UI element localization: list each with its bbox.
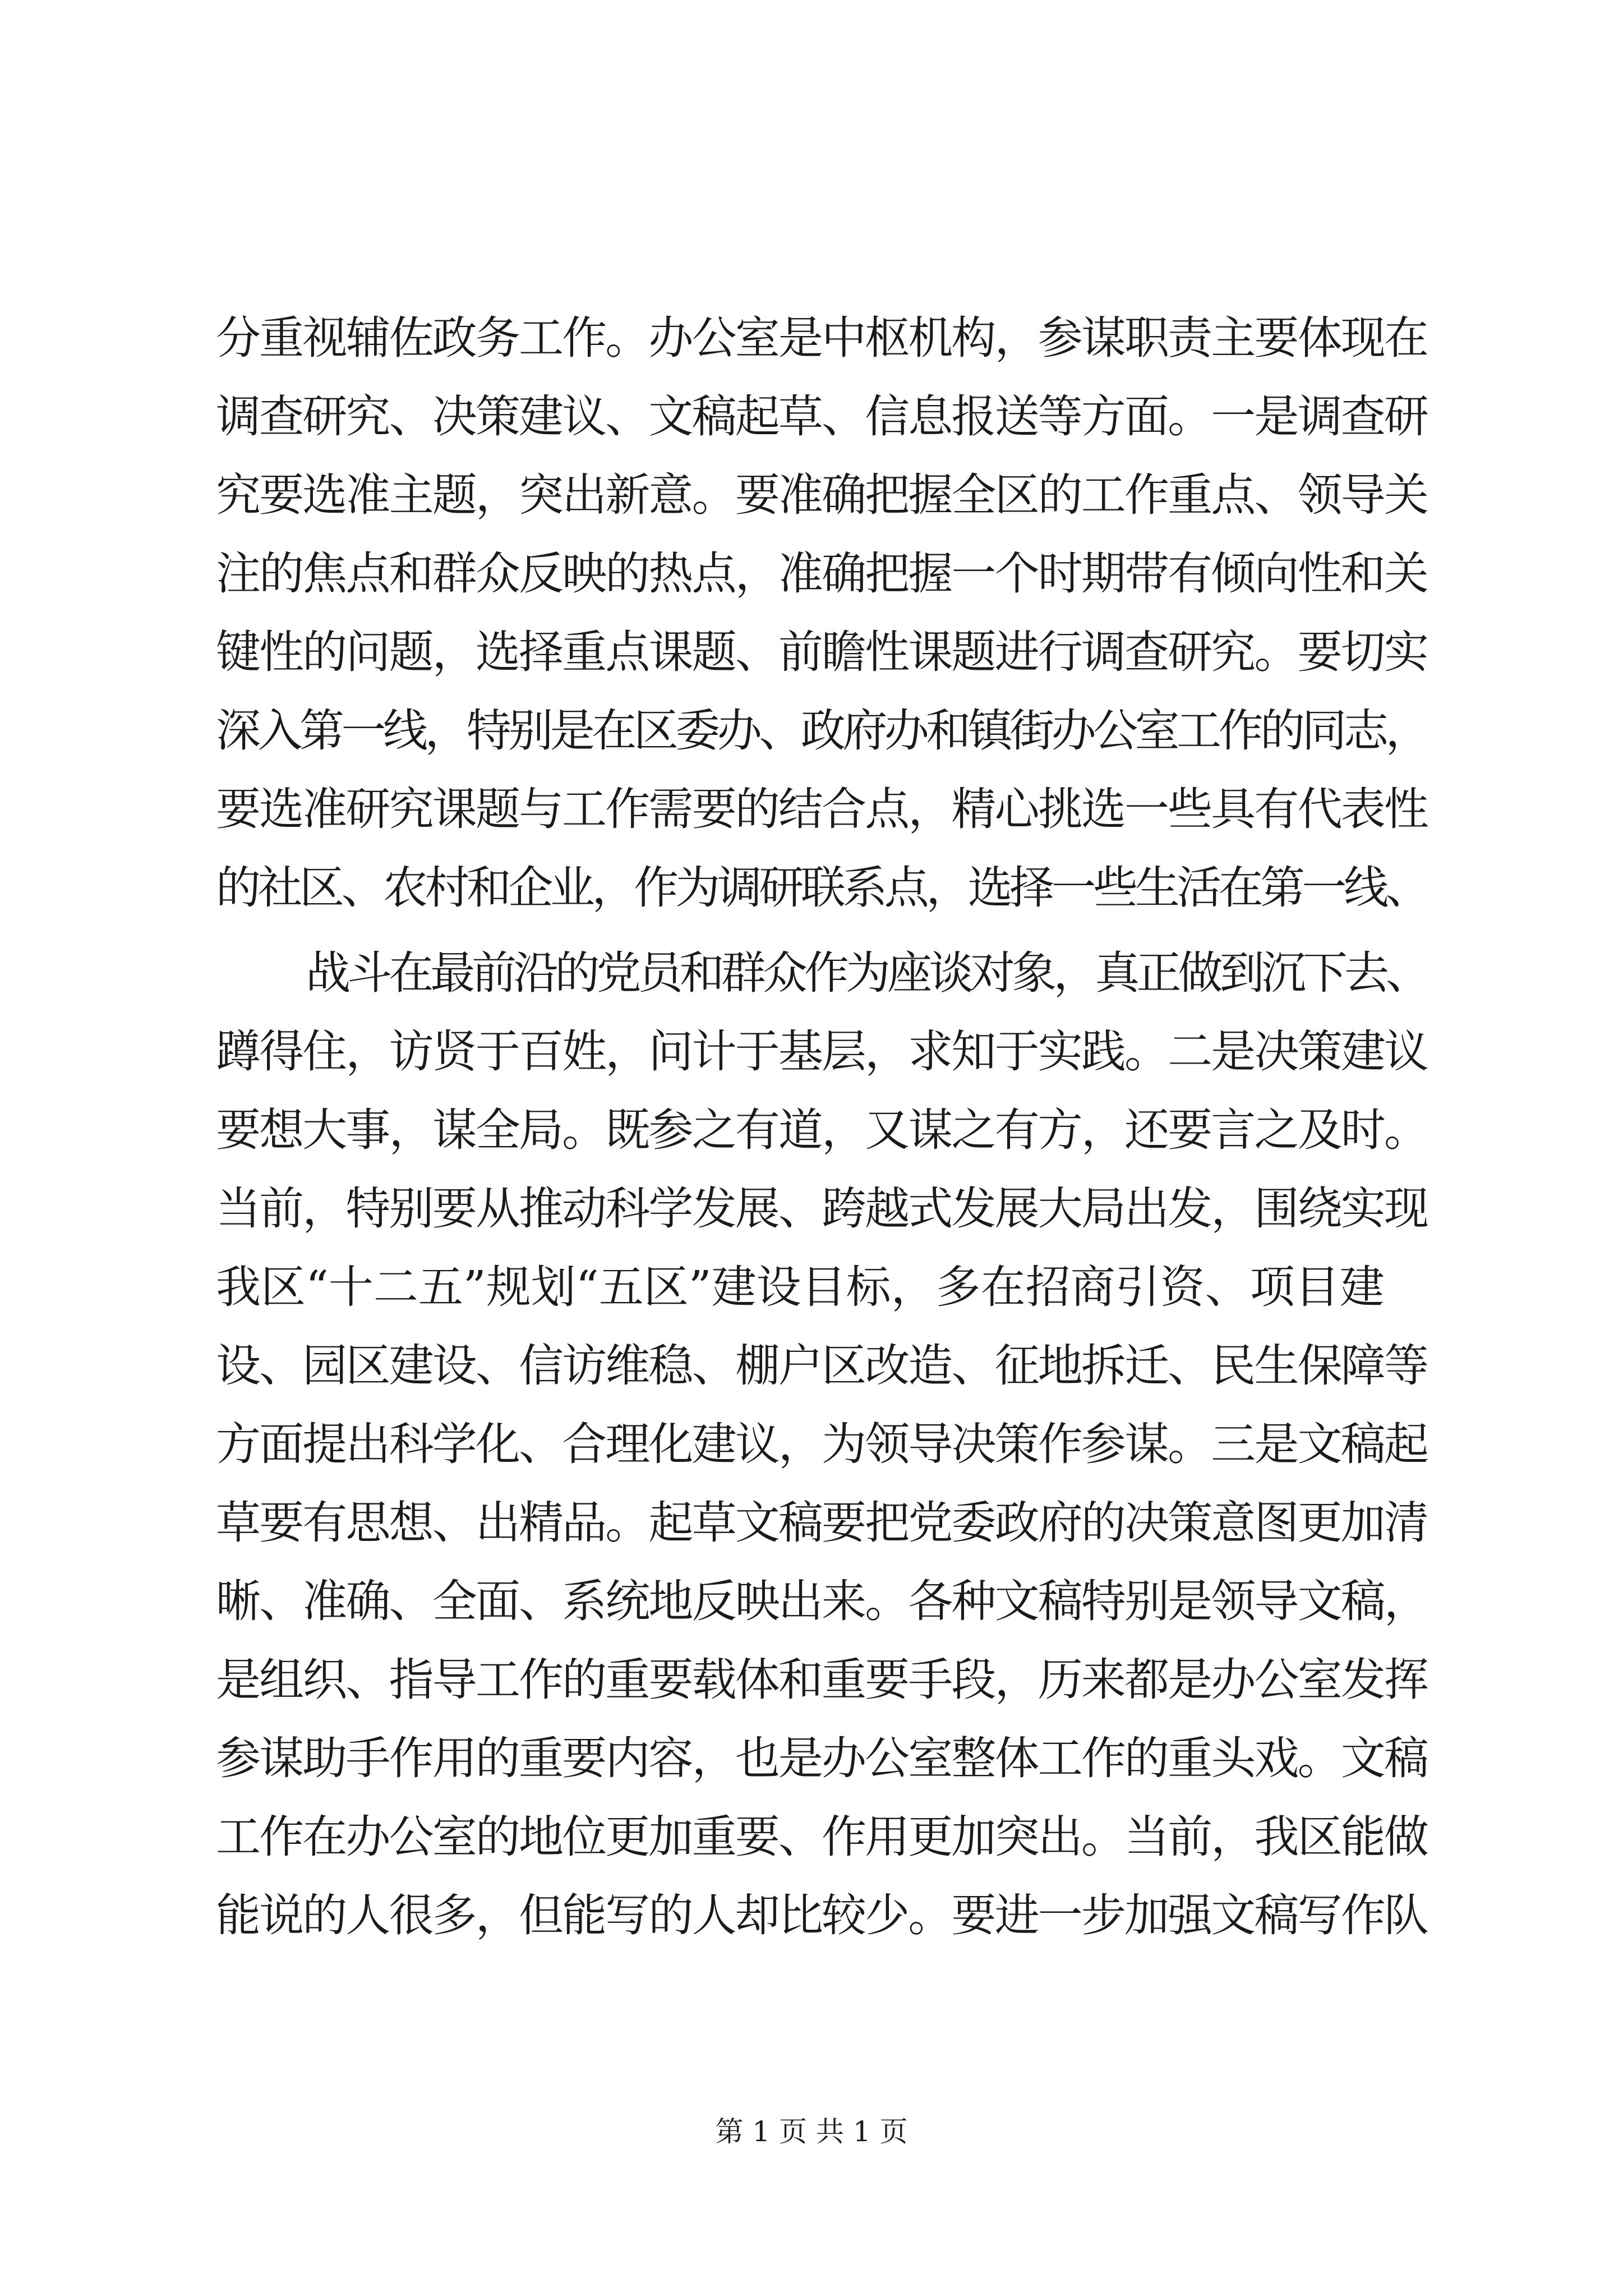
text-line-10: 蹲得住，访贤于百姓，问计于基层，求知于实践。二是决策建议 <box>216 1025 1427 1078</box>
text-line-19: 参谋助手作用的重要内容，也是办公室整体工作的重头戏。文稿 <box>216 1732 1427 1784</box>
text-line-20: 工作在办公室的地位更加重要、作用更加突出。当前，我区能做 <box>216 1811 1427 1863</box>
text-line-9: 战斗在最前沿的党员和群众作为座谈对象，真正做到沉下去、 <box>306 947 1427 999</box>
text-line-4: 注的焦点和群众反映的热点，准确把握一个时期带有倾向性和关 <box>216 547 1427 600</box>
page-footer <box>0 2109 1623 2154</box>
text-line-17: 晰、准确、全面、系统地反映出来。各种文稿特别是领导文稿， <box>216 1575 1427 1627</box>
page-number-label: 第 1 页 共 1 页 <box>715 2115 908 2148</box>
text-line-8: 的社区、农村和企业，作为调研联系点，选择一些生活在第一线、 <box>216 862 1427 914</box>
text-line-7: 要选准研究课题与工作需要的结合点，精心挑选一些具有代表性 <box>216 783 1427 835</box>
text-line-6: 深入第一线，特别是在区委办、政府办和镇街办公室工作的同志， <box>216 705 1427 757</box>
text-line-5: 键性的问题，选择重点课题、前瞻性课题进行调查研究。要切实 <box>216 626 1427 678</box>
text-line-15: 方面提出科学化、合理化建议，为领导决策作参谋。三是文稿起 <box>216 1418 1427 1470</box>
text-line-12: 当前，特别要从推动科学发展、跨越式发展大局出发，围绕实现 <box>216 1182 1427 1235</box>
text-line-21: 能说的人很多，但能写的人却比较少。要进一步加强文稿写作队 <box>216 1889 1427 1941</box>
text-line-2: 调查研究、决策建议、文稿起草、信息报送等方面。一是调查研 <box>216 390 1427 443</box>
text-line-14: 设、园区建设、信访维稳、棚户区改造、征地拆迁、民生保障等 <box>216 1340 1427 1392</box>
text-line-16: 草要有思想、出精品。起草文稿要把党委政府的决策意图更加清 <box>216 1497 1427 1549</box>
text-line-3: 究要选准主题，突出新意。要准确把握全区的工作重点、领导关 <box>216 469 1427 521</box>
text-line-13: 我区“十二五”规划“五区”建设目标，多在招商引资、项目建 <box>216 1261 1385 1313</box>
text-line-1: 分重视辅佐政务工作。办公室是中枢机构，参谋职责主要体现在 <box>216 312 1427 364</box>
text-line-18: 是组织、指导工作的重要载体和重要手段，历来都是办公室发挥 <box>216 1654 1427 1706</box>
text-line-11: 要想大事，谋全局。既参之有道，又谋之有方，还要言之及时。 <box>216 1104 1427 1156</box>
